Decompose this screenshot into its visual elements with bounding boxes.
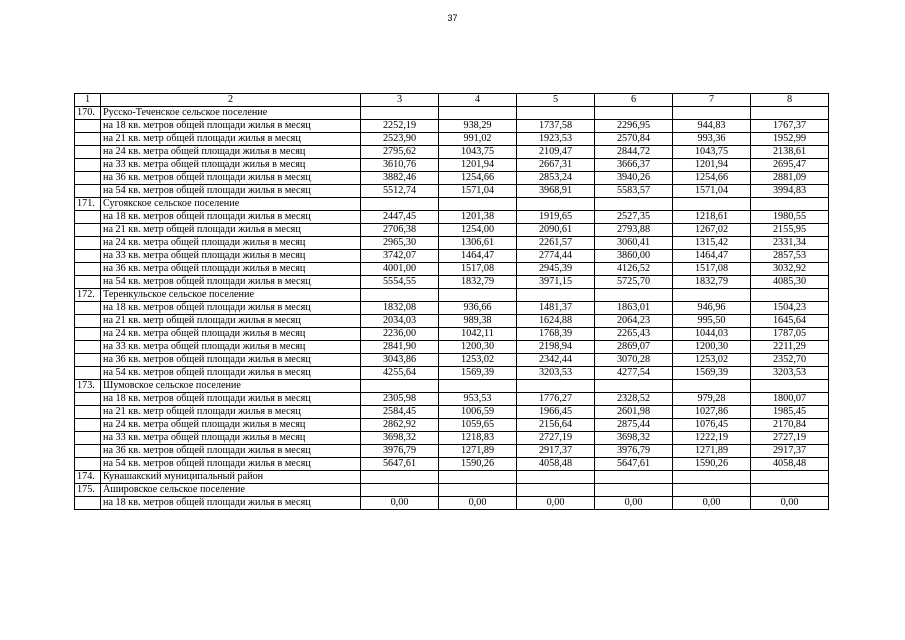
empty-cell <box>439 484 517 497</box>
table-row <box>75 354 829 367</box>
value-cell: 1966,45 <box>517 406 595 419</box>
value-cell: 1645,64 <box>751 315 829 328</box>
table-row <box>75 224 829 237</box>
value-cell: 4277,54 <box>595 367 673 380</box>
value-cell: 0,00 <box>439 497 517 510</box>
value-cell: 2305,98 <box>361 393 439 406</box>
value-cell: 1200,30 <box>673 341 751 354</box>
value-cell: 5647,61 <box>595 458 673 471</box>
section-number: 173. <box>75 380 101 393</box>
value-cell: 2109,47 <box>517 146 595 159</box>
empty-cell <box>75 185 101 198</box>
value-cell: 0,00 <box>361 497 439 510</box>
value-cell: 3610,76 <box>361 159 439 172</box>
value-cell: 946,96 <box>673 302 751 315</box>
value-cell: 1737,58 <box>517 120 595 133</box>
section-number: 175. <box>75 484 101 497</box>
value-cell: 1832,79 <box>439 276 517 289</box>
header-cell: 3 <box>361 94 439 107</box>
empty-cell <box>517 380 595 393</box>
value-cell: 1832,08 <box>361 302 439 315</box>
row-label: на 18 кв. метров общей площади жилья в месяц <box>101 120 361 133</box>
value-cell: 1787,05 <box>751 328 829 341</box>
empty-cell <box>673 471 751 484</box>
empty-cell <box>75 211 101 224</box>
value-cell: 3043,86 <box>361 354 439 367</box>
empty-cell <box>75 354 101 367</box>
value-cell: 995,50 <box>673 315 751 328</box>
value-cell: 2064,23 <box>595 315 673 328</box>
page-number: 37 <box>447 13 458 23</box>
section-number: 172. <box>75 289 101 302</box>
value-cell: 1006,59 <box>439 406 517 419</box>
value-cell: 2352,70 <box>751 354 829 367</box>
row-label: на 24 кв. метра общей площади жилья в месяц <box>101 146 361 159</box>
header-cell: 4 <box>439 94 517 107</box>
empty-cell <box>75 172 101 185</box>
value-cell: 2793,88 <box>595 224 673 237</box>
value-cell: 2570,84 <box>595 133 673 146</box>
value-cell: 3060,41 <box>595 237 673 250</box>
empty-cell <box>673 107 751 120</box>
value-cell: 2844,72 <box>595 146 673 159</box>
header-cell: 5 <box>517 94 595 107</box>
empty-cell <box>517 107 595 120</box>
value-cell: 3882,46 <box>361 172 439 185</box>
value-cell: 3070,28 <box>595 354 673 367</box>
empty-cell <box>361 471 439 484</box>
value-cell: 0,00 <box>751 497 829 510</box>
value-cell: 1464,47 <box>673 250 751 263</box>
value-cell: 1768,39 <box>517 328 595 341</box>
table-row <box>75 328 829 341</box>
section-row <box>75 471 829 484</box>
empty-cell <box>75 419 101 432</box>
section-row <box>75 198 829 211</box>
row-label: на 18 кв. метров общей площади жилья в месяц <box>101 302 361 315</box>
empty-cell <box>595 380 673 393</box>
empty-cell <box>595 289 673 302</box>
table-row <box>75 172 829 185</box>
empty-cell <box>75 133 101 146</box>
value-cell: 2917,37 <box>517 445 595 458</box>
empty-cell <box>361 198 439 211</box>
value-cell: 1218,83 <box>439 432 517 445</box>
value-cell: 1222,19 <box>673 432 751 445</box>
value-cell: 1624,88 <box>517 315 595 328</box>
empty-cell <box>439 289 517 302</box>
table-header-row <box>75 94 829 107</box>
empty-cell <box>673 484 751 497</box>
value-cell: 1569,39 <box>673 367 751 380</box>
value-cell: 1201,94 <box>439 159 517 172</box>
header-cell: 6 <box>595 94 673 107</box>
value-cell: 1569,39 <box>439 367 517 380</box>
value-cell: 1267,02 <box>673 224 751 237</box>
row-label: на 36 кв. метра общей площади жилья в месяц <box>101 263 361 276</box>
value-cell: 2265,43 <box>595 328 673 341</box>
value-cell: 2727,19 <box>751 432 829 445</box>
empty-cell <box>673 289 751 302</box>
value-cell: 5554,55 <box>361 276 439 289</box>
empty-cell <box>75 250 101 263</box>
value-cell: 1481,37 <box>517 302 595 315</box>
value-cell: 1504,23 <box>751 302 829 315</box>
value-cell: 1517,08 <box>439 263 517 276</box>
value-cell: 3698,32 <box>595 432 673 445</box>
value-cell: 4001,00 <box>361 263 439 276</box>
empty-cell <box>361 107 439 120</box>
value-cell: 3742,07 <box>361 250 439 263</box>
value-cell: 1776,27 <box>517 393 595 406</box>
section-number: 170. <box>75 107 101 120</box>
row-label: на 24 кв. метра общей площади жилья в месяц <box>101 328 361 341</box>
row-label: на 54 кв. метров общей площади жилья в месяц <box>101 276 361 289</box>
header-cell: 1 <box>75 94 101 107</box>
row-label: на 33 кв. метра общей площади жилья в месяц <box>101 341 361 354</box>
value-cell: 1076,45 <box>673 419 751 432</box>
section-name: Шумовское сельское поселение <box>101 380 361 393</box>
section-name: Теренкульское сельское поселение <box>101 289 361 302</box>
table-row <box>75 315 829 328</box>
value-cell: 5647,61 <box>361 458 439 471</box>
value-cell: 3976,79 <box>595 445 673 458</box>
empty-cell <box>751 380 829 393</box>
value-cell: 1464,47 <box>439 250 517 263</box>
value-cell: 1254,66 <box>439 172 517 185</box>
table-row <box>75 419 829 432</box>
empty-cell <box>75 276 101 289</box>
table-row <box>75 133 829 146</box>
value-cell: 2156,64 <box>517 419 595 432</box>
value-cell: 1271,89 <box>673 445 751 458</box>
empty-cell <box>673 198 751 211</box>
table-row <box>75 432 829 445</box>
row-label: на 36 кв. метров общей площади жилья в месяц <box>101 445 361 458</box>
row-label: на 54 кв. метров общей площади жилья в месяц <box>101 458 361 471</box>
value-cell: 2965,30 <box>361 237 439 250</box>
value-cell: 1201,94 <box>673 159 751 172</box>
value-cell: 4126,52 <box>595 263 673 276</box>
value-cell: 1271,89 <box>439 445 517 458</box>
value-cell: 2727,19 <box>517 432 595 445</box>
value-cell: 2945,39 <box>517 263 595 276</box>
empty-cell <box>75 406 101 419</box>
table-row <box>75 237 829 250</box>
table-row <box>75 341 829 354</box>
empty-cell <box>517 198 595 211</box>
table-row <box>75 302 829 315</box>
table-row <box>75 458 829 471</box>
section-row <box>75 289 829 302</box>
value-cell: 4255,64 <box>361 367 439 380</box>
value-cell: 2342,44 <box>517 354 595 367</box>
value-cell: 1044,03 <box>673 328 751 341</box>
tariff-table <box>74 93 829 510</box>
row-label: на 18 кв. метров общей площади жилья в месяц <box>101 211 361 224</box>
empty-cell <box>751 198 829 211</box>
row-label: на 36 кв. метров общей площади жилья в месяц <box>101 172 361 185</box>
value-cell: 1253,02 <box>439 354 517 367</box>
value-cell: 2853,24 <box>517 172 595 185</box>
value-cell: 2695,47 <box>751 159 829 172</box>
value-cell: 1571,04 <box>439 185 517 198</box>
empty-cell <box>751 107 829 120</box>
empty-cell <box>75 432 101 445</box>
empty-cell <box>361 380 439 393</box>
value-cell: 1201,38 <box>439 211 517 224</box>
row-label: на 21 кв. метр общей площади жилья в месяц <box>101 315 361 328</box>
value-cell: 1059,65 <box>439 419 517 432</box>
empty-cell <box>439 380 517 393</box>
value-cell: 1254,00 <box>439 224 517 237</box>
row-label: на 21 кв. метр общей площади жилья в месяц <box>101 133 361 146</box>
section-row <box>75 107 829 120</box>
section-name: Ашировское сельское поселение <box>101 484 361 497</box>
empty-cell <box>517 484 595 497</box>
value-cell: 1200,30 <box>439 341 517 354</box>
table-row <box>75 146 829 159</box>
value-cell: 1590,26 <box>673 458 751 471</box>
value-cell: 2170,84 <box>751 419 829 432</box>
empty-cell <box>75 159 101 172</box>
header-cell: 8 <box>751 94 829 107</box>
value-cell: 2857,53 <box>751 250 829 263</box>
value-cell: 0,00 <box>517 497 595 510</box>
value-cell: 3203,53 <box>517 367 595 380</box>
value-cell: 3994,83 <box>751 185 829 198</box>
empty-cell <box>75 367 101 380</box>
table-row <box>75 393 829 406</box>
value-cell: 2917,37 <box>751 445 829 458</box>
value-cell: 4058,48 <box>751 458 829 471</box>
empty-cell <box>751 471 829 484</box>
value-cell: 3203,53 <box>751 367 829 380</box>
value-cell: 953,53 <box>439 393 517 406</box>
value-cell: 2447,45 <box>361 211 439 224</box>
value-cell: 1985,45 <box>751 406 829 419</box>
value-cell: 989,38 <box>439 315 517 328</box>
value-cell: 1832,79 <box>673 276 751 289</box>
row-label: на 33 кв. метра общей площади жилья в месяц <box>101 159 361 172</box>
row-label: на 24 кв. метра общей площади жилья в месяц <box>101 419 361 432</box>
value-cell: 0,00 <box>595 497 673 510</box>
value-cell: 3971,15 <box>517 276 595 289</box>
table-row <box>75 211 829 224</box>
value-cell: 1306,61 <box>439 237 517 250</box>
value-cell: 1980,55 <box>751 211 829 224</box>
empty-cell <box>439 471 517 484</box>
table-row <box>75 367 829 380</box>
empty-cell <box>75 328 101 341</box>
table-row <box>75 497 829 510</box>
table-body <box>75 94 829 510</box>
value-cell: 1952,99 <box>751 133 829 146</box>
table-row <box>75 263 829 276</box>
table-row <box>75 406 829 419</box>
empty-cell <box>595 107 673 120</box>
empty-cell <box>595 484 673 497</box>
empty-cell <box>75 237 101 250</box>
row-label: на 33 кв. метра общей площади жилья в месяц <box>101 250 361 263</box>
value-cell: 1767,37 <box>751 120 829 133</box>
value-cell: 1919,65 <box>517 211 595 224</box>
value-cell: 1863,01 <box>595 302 673 315</box>
value-cell: 3968,91 <box>517 185 595 198</box>
value-cell: 2523,90 <box>361 133 439 146</box>
value-cell: 1315,42 <box>673 237 751 250</box>
empty-cell <box>75 458 101 471</box>
table-row <box>75 276 829 289</box>
value-cell: 5725,70 <box>595 276 673 289</box>
value-cell: 3976,79 <box>361 445 439 458</box>
empty-cell <box>75 445 101 458</box>
value-cell: 1923,53 <box>517 133 595 146</box>
section-row <box>75 484 829 497</box>
empty-cell <box>75 341 101 354</box>
header-cell: 7 <box>673 94 751 107</box>
value-cell: 993,36 <box>673 133 751 146</box>
value-cell: 2875,44 <box>595 419 673 432</box>
value-cell: 0,00 <box>673 497 751 510</box>
empty-cell <box>595 471 673 484</box>
value-cell: 1590,26 <box>439 458 517 471</box>
table-row <box>75 159 829 172</box>
row-label: на 33 кв. метра общей площади жилья в месяц <box>101 432 361 445</box>
value-cell: 3032,92 <box>751 263 829 276</box>
value-cell: 2328,52 <box>595 393 673 406</box>
value-cell: 2795,62 <box>361 146 439 159</box>
empty-cell <box>75 315 101 328</box>
value-cell: 1571,04 <box>673 185 751 198</box>
empty-cell <box>751 484 829 497</box>
empty-cell <box>75 393 101 406</box>
empty-cell <box>361 484 439 497</box>
empty-cell <box>673 380 751 393</box>
value-cell: 2881,09 <box>751 172 829 185</box>
empty-cell <box>439 198 517 211</box>
value-cell: 2211,29 <box>751 341 829 354</box>
empty-cell <box>75 120 101 133</box>
value-cell: 2774,44 <box>517 250 595 263</box>
section-row <box>75 380 829 393</box>
value-cell: 1253,02 <box>673 354 751 367</box>
row-label: на 24 кв. метра общей площади жилья в месяц <box>101 237 361 250</box>
row-label: на 21 кв. метр общей площади жилья в месяц <box>101 406 361 419</box>
value-cell: 2296,95 <box>595 120 673 133</box>
empty-cell <box>361 289 439 302</box>
value-cell: 2869,07 <box>595 341 673 354</box>
value-cell: 1800,07 <box>751 393 829 406</box>
value-cell: 938,29 <box>439 120 517 133</box>
row-label: на 21 кв. метр общей площади жилья в месяц <box>101 224 361 237</box>
value-cell: 2331,34 <box>751 237 829 250</box>
empty-cell <box>75 302 101 315</box>
table-row <box>75 445 829 458</box>
value-cell: 3940,26 <box>595 172 673 185</box>
value-cell: 4085,30 <box>751 276 829 289</box>
empty-cell <box>75 146 101 159</box>
section-number: 174. <box>75 471 101 484</box>
section-name: Кунашакский муниципальный район <box>101 471 361 484</box>
empty-cell <box>75 497 101 510</box>
value-cell: 3698,32 <box>361 432 439 445</box>
table-row <box>75 120 829 133</box>
value-cell: 2034,03 <box>361 315 439 328</box>
value-cell: 3860,00 <box>595 250 673 263</box>
row-label: на 54 кв. метров общей площади жилья в месяц <box>101 367 361 380</box>
value-cell: 2198,94 <box>517 341 595 354</box>
table-row <box>75 185 829 198</box>
value-cell: 2601,98 <box>595 406 673 419</box>
value-cell: 2527,35 <box>595 211 673 224</box>
value-cell: 2261,57 <box>517 237 595 250</box>
value-cell: 2155,95 <box>751 224 829 237</box>
value-cell: 944,83 <box>673 120 751 133</box>
value-cell: 2706,38 <box>361 224 439 237</box>
value-cell: 2138,61 <box>751 146 829 159</box>
value-cell: 1043,75 <box>439 146 517 159</box>
value-cell: 2862,92 <box>361 419 439 432</box>
value-cell: 1218,61 <box>673 211 751 224</box>
section-name: Сугоякское сельское поселение <box>101 198 361 211</box>
value-cell: 2236,00 <box>361 328 439 341</box>
value-cell: 4058,48 <box>517 458 595 471</box>
row-label: на 36 кв. метров общей площади жилья в месяц <box>101 354 361 367</box>
value-cell: 5583,57 <box>595 185 673 198</box>
section-number: 171. <box>75 198 101 211</box>
value-cell: 2584,45 <box>361 406 439 419</box>
value-cell: 2252,19 <box>361 120 439 133</box>
value-cell: 991,02 <box>439 133 517 146</box>
row-label: на 18 кв. метров общей площади жилья в месяц <box>101 393 361 406</box>
value-cell: 3666,37 <box>595 159 673 172</box>
value-cell: 936,66 <box>439 302 517 315</box>
value-cell: 979,28 <box>673 393 751 406</box>
row-label: на 54 кв. метров общей площади жилья в месяц <box>101 185 361 198</box>
value-cell: 1027,86 <box>673 406 751 419</box>
header-cell: 2 <box>101 94 361 107</box>
value-cell: 1517,08 <box>673 263 751 276</box>
row-label: на 18 кв. метров общей площади жилья в месяц <box>101 497 361 510</box>
empty-cell <box>517 471 595 484</box>
value-cell: 1043,75 <box>673 146 751 159</box>
empty-cell <box>75 224 101 237</box>
value-cell: 5512,74 <box>361 185 439 198</box>
empty-cell <box>751 289 829 302</box>
value-cell: 1254,66 <box>673 172 751 185</box>
empty-cell <box>517 289 595 302</box>
empty-cell <box>439 107 517 120</box>
value-cell: 2090,61 <box>517 224 595 237</box>
table-row <box>75 250 829 263</box>
empty-cell <box>595 198 673 211</box>
value-cell: 1042,11 <box>439 328 517 341</box>
value-cell: 2841,90 <box>361 341 439 354</box>
value-cell: 2667,31 <box>517 159 595 172</box>
section-name: Русско-Теченское сельское поселение <box>101 107 361 120</box>
empty-cell <box>75 263 101 276</box>
